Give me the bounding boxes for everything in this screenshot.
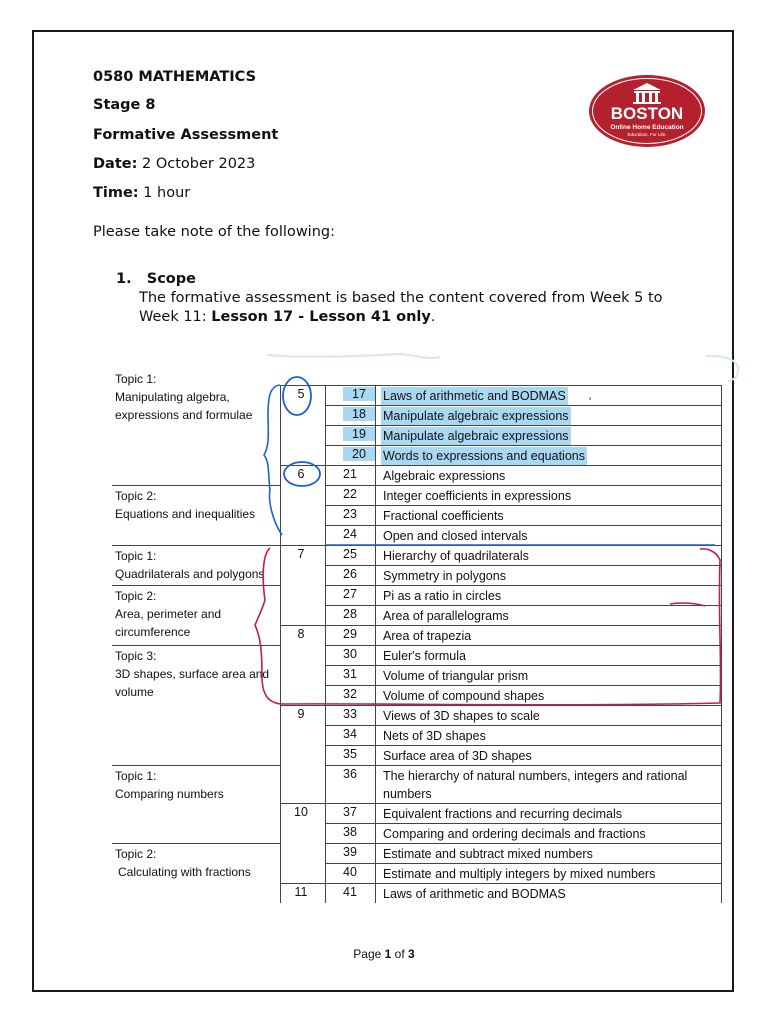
lesson-title: Laws of arithmetic and BODMAS bbox=[383, 389, 566, 403]
lesson-title: Views of 3D shapes to scale bbox=[383, 709, 540, 723]
date-line: Date: 2 October 2023 bbox=[93, 156, 256, 172]
topic-name: Quadrilaterals and polygons bbox=[115, 567, 265, 581]
lesson-number: 31 bbox=[343, 667, 357, 681]
lesson-row bbox=[325, 725, 721, 745]
instruction-note: Please take note of the following: bbox=[93, 224, 335, 240]
lesson-row bbox=[325, 405, 721, 425]
table-rule bbox=[280, 385, 281, 903]
topic-number: Topic 2: bbox=[115, 589, 157, 603]
lesson-title: Integer coefficients in expressions bbox=[383, 489, 572, 503]
lesson-title: Euler's formula bbox=[383, 649, 466, 663]
svg-text:Online Home Education: Online Home Education bbox=[610, 124, 684, 131]
lesson-row bbox=[325, 565, 721, 585]
table-rule bbox=[280, 465, 325, 466]
lesson-number: 19 bbox=[343, 427, 375, 441]
lesson-number: 33 bbox=[343, 707, 357, 721]
lesson-row bbox=[325, 585, 721, 605]
topic-name: Comparing numbers bbox=[115, 787, 224, 801]
lesson-row bbox=[325, 745, 721, 765]
topic-label bbox=[115, 370, 270, 424]
lesson-row bbox=[325, 545, 721, 565]
table-rule bbox=[112, 545, 280, 546]
topic-label bbox=[115, 647, 270, 701]
lesson-title: Area of trapezia bbox=[383, 629, 472, 643]
boston-logo bbox=[588, 74, 706, 148]
topic-number: Topic 3: bbox=[115, 649, 157, 663]
lesson-number: 24 bbox=[343, 527, 357, 541]
topic-number: Topic 1: bbox=[115, 549, 157, 563]
lesson-row bbox=[325, 605, 721, 625]
lesson-title: Volume of compound shapes bbox=[383, 689, 545, 703]
lesson-number: 36 bbox=[343, 767, 357, 781]
lesson-number: 35 bbox=[343, 747, 357, 761]
lesson-row bbox=[325, 823, 721, 843]
lesson-number: 28 bbox=[343, 607, 357, 621]
lesson-title: Laws of arithmetic and BODMAS bbox=[383, 887, 566, 901]
week-number: 8 bbox=[297, 627, 305, 641]
lesson-row bbox=[325, 445, 721, 465]
lesson-row bbox=[325, 843, 721, 863]
lesson-title: Area of parallelograms bbox=[383, 609, 509, 623]
topic-name: 3D shapes, surface area and volume bbox=[115, 667, 270, 699]
lesson-title: Surface area of 3D shapes bbox=[383, 749, 532, 763]
lesson-row bbox=[325, 465, 721, 485]
lesson-row bbox=[325, 665, 721, 685]
topic-label bbox=[115, 547, 270, 583]
lesson-title: Symmetry in polygons bbox=[383, 569, 506, 583]
topic-name: Equations and inequalities bbox=[115, 507, 256, 521]
lesson-title: Equivalent fractions and recurring decimals bbox=[383, 807, 623, 821]
lesson-row bbox=[325, 685, 721, 705]
time-line: Time: 1 hour bbox=[93, 185, 191, 201]
lesson-title: Pi as a ratio in circles bbox=[383, 589, 502, 603]
lesson-number: 25 bbox=[343, 547, 357, 561]
lesson-row bbox=[325, 863, 721, 883]
table-rule bbox=[112, 765, 280, 766]
table-rule bbox=[112, 585, 280, 586]
lesson-row bbox=[325, 705, 721, 725]
topic-number: Topic 1: bbox=[115, 769, 157, 783]
week-number: 10 bbox=[294, 805, 308, 819]
lesson-number: 37 bbox=[343, 805, 357, 819]
table-rule bbox=[112, 485, 280, 486]
lesson-title: Algebraic expressions bbox=[383, 469, 506, 483]
lesson-title: Hierarchy of quadrilaterals bbox=[383, 549, 529, 563]
lesson-row bbox=[325, 505, 721, 525]
lesson-number: 29 bbox=[343, 627, 357, 641]
topic-number: Topic 2: bbox=[115, 489, 157, 503]
table-rule bbox=[280, 803, 325, 804]
lesson-title: Manipulate algebraic expressions bbox=[383, 429, 569, 443]
lesson-number: 41 bbox=[343, 885, 357, 899]
lesson-row bbox=[325, 625, 721, 645]
total-pages: 3 bbox=[408, 947, 415, 961]
lesson-row bbox=[325, 765, 721, 803]
lesson-title: Fractional coefficients bbox=[383, 509, 504, 523]
scope-text: The formative assessment is based the content covered from Week 5 to Week 11: Lesson 17 - Lesson 41 only. bbox=[139, 290, 663, 325]
topic-name: Calculating with fractions bbox=[118, 865, 251, 879]
page-footer: Page 1 of 3 bbox=[353, 947, 415, 961]
topic-number: Topic 1: bbox=[115, 372, 157, 386]
lesson-row bbox=[325, 485, 721, 505]
lesson-number: 20 bbox=[343, 447, 375, 461]
lesson-number: 18 bbox=[343, 407, 375, 421]
week-number: 9 bbox=[297, 707, 305, 721]
topic-label bbox=[115, 487, 270, 523]
lesson-row bbox=[325, 883, 721, 903]
stage-label: Stage 8 bbox=[93, 97, 156, 113]
lesson-title: Open and closed intervals bbox=[383, 529, 528, 543]
lesson-title: Nets of 3D shapes bbox=[383, 729, 486, 743]
topic-label bbox=[115, 767, 270, 803]
lesson-row bbox=[325, 385, 721, 405]
lesson-number: 38 bbox=[343, 825, 357, 839]
lesson-row bbox=[325, 803, 721, 823]
topic-label bbox=[115, 845, 270, 881]
lesson-title: Estimate and multiply integers by mixed numbers bbox=[383, 867, 656, 881]
week-number: 11 bbox=[294, 885, 308, 899]
table-rule bbox=[721, 385, 722, 903]
assessment-title: Formative Assessment bbox=[93, 127, 279, 143]
table-rule bbox=[280, 385, 325, 386]
scope-heading: 1. Scope bbox=[116, 271, 196, 287]
topic-name: Area, perimeter and circumference bbox=[115, 607, 222, 639]
lesson-title: Comparing and ordering decimals and fractions bbox=[383, 827, 646, 841]
lesson-number: 22 bbox=[343, 487, 357, 501]
table-rule bbox=[112, 645, 280, 646]
topic-number: Topic 2: bbox=[115, 847, 157, 861]
lesson-number: 39 bbox=[343, 845, 357, 859]
table-rule bbox=[280, 705, 325, 706]
table-rule bbox=[280, 545, 325, 546]
lesson-row bbox=[325, 425, 721, 445]
lesson-number: 27 bbox=[343, 587, 357, 601]
table-rule bbox=[280, 625, 325, 626]
lesson-title: The hierarchy of natural numbers, integers and rational numbers bbox=[383, 769, 688, 801]
table-rule bbox=[112, 843, 280, 844]
lesson-title: Volume of triangular prism bbox=[383, 669, 529, 683]
lesson-number: 40 bbox=[343, 865, 357, 879]
svg-text:Education. For Life.: Education. For Life. bbox=[627, 132, 667, 137]
lesson-row bbox=[325, 525, 721, 545]
week-number: 7 bbox=[297, 547, 305, 561]
table-rule bbox=[280, 883, 325, 884]
lesson-number: 21 bbox=[343, 467, 357, 481]
lesson-number: 17 bbox=[343, 387, 375, 401]
topic-name: Manipulating algebra, expressions and formulae bbox=[115, 390, 253, 422]
lesson-number: 23 bbox=[343, 507, 357, 521]
lesson-number: 30 bbox=[343, 647, 357, 661]
lesson-number: 32 bbox=[343, 687, 357, 701]
svg-text:BOSTON: BOSTON bbox=[610, 104, 684, 123]
lesson-title: Manipulate algebraic expressions bbox=[383, 409, 569, 423]
week-number: 6 bbox=[297, 467, 305, 481]
time-value: 1 hour bbox=[143, 185, 191, 201]
lesson-number: 34 bbox=[343, 727, 357, 741]
topic-label bbox=[115, 587, 270, 641]
lesson-title: Estimate and subtract mixed numbers bbox=[383, 847, 593, 861]
scope-lesson-range: Lesson 17 - Lesson 41 only bbox=[211, 309, 431, 325]
lesson-number: 26 bbox=[343, 567, 357, 581]
date-value: 2 October 2023 bbox=[142, 156, 256, 172]
week-number: 5 bbox=[297, 387, 305, 401]
lesson-title: Words to expressions and equations bbox=[383, 449, 585, 463]
course-title: 0580 MATHEMATICS bbox=[93, 69, 257, 85]
lesson-row bbox=[325, 645, 721, 665]
current-page: 1 bbox=[384, 947, 392, 961]
